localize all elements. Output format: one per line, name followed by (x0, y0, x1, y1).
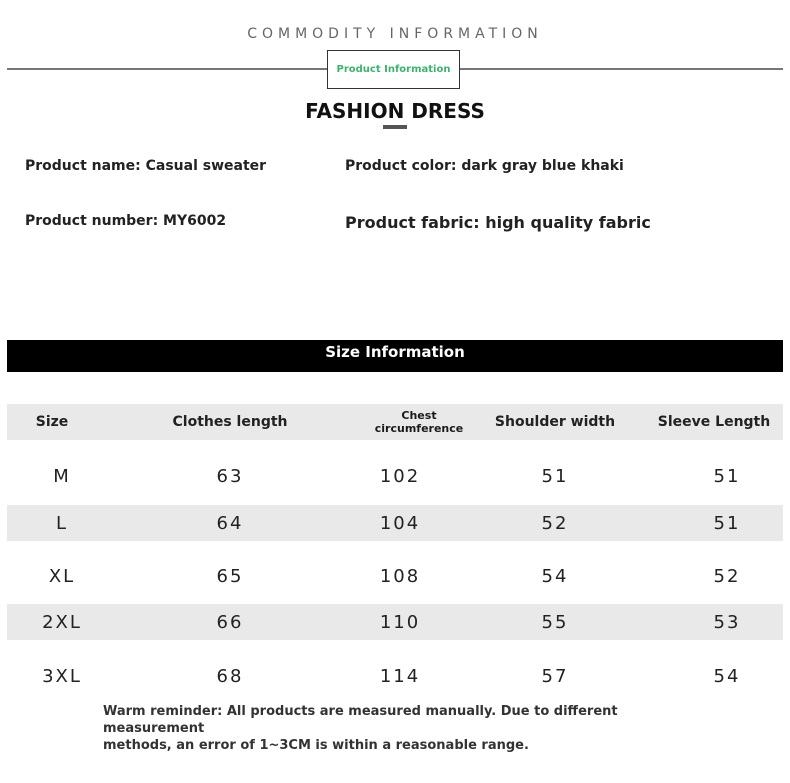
table-row (7, 658, 783, 694)
cell-chest: 108 (379, 565, 421, 587)
product-number: Product number: MY6002 (25, 213, 227, 229)
warm-reminder-line2: methods, an error of 1~3CM is within a reasonable range. (103, 738, 529, 753)
cell-length: 63 (216, 465, 244, 487)
cell-shoulder: 54 (541, 565, 569, 587)
cell-sleeve: 51 (713, 512, 741, 534)
cell-shoulder: 57 (541, 665, 569, 687)
header-size: Size (35, 414, 69, 430)
warm-reminder (103, 703, 723, 754)
table-row (7, 505, 783, 541)
product-color: Product color: dark gray blue khaki (345, 158, 624, 174)
product-fabric: Product fabric: high quality fabric (345, 213, 651, 232)
cell-chest: 114 (379, 665, 421, 687)
page-title: FASHION DRESS (305, 99, 485, 123)
header-sleeve-length: Sleeve Length (657, 414, 771, 430)
header-chest-line1: Chest (401, 409, 437, 422)
size-information-title: Size Information (325, 343, 465, 361)
header-clothes-length: Clothes length (172, 414, 288, 430)
cell-shoulder: 51 (541, 465, 569, 487)
cell-sleeve: 54 (713, 665, 741, 687)
divider-left (7, 68, 327, 70)
warm-reminder-line1: Warm reminder: All products are measured manually. Due to different measurement (103, 704, 618, 736)
cell-length: 68 (216, 665, 244, 687)
table-row (7, 558, 783, 594)
cell-sleeve: 53 (713, 611, 741, 633)
cell-size: XL (48, 565, 76, 587)
table-row (7, 604, 783, 640)
cell-sleeve: 52 (713, 565, 741, 587)
cell-shoulder: 55 (541, 611, 569, 633)
header-shoulder-width: Shoulder width (494, 414, 616, 430)
cell-size: 3XL (42, 665, 82, 687)
cell-length: 65 (216, 565, 244, 587)
cell-chest: 110 (379, 611, 421, 633)
title-underline (383, 125, 407, 129)
product-name: Product name: Casual sweater (25, 158, 267, 174)
table-row (7, 458, 783, 494)
cell-chest: 102 (379, 465, 421, 487)
commodity-information-heading: COMMODITY INFORMATION (247, 26, 543, 42)
size-table-header (7, 404, 783, 440)
cell-length: 66 (216, 611, 244, 633)
size-information-bar (7, 340, 783, 372)
cell-size: 2XL (42, 611, 82, 633)
cell-length: 64 (216, 512, 244, 534)
cell-shoulder: 52 (541, 512, 569, 534)
cell-size: M (53, 465, 71, 487)
product-information-badge: Product Information (327, 50, 460, 89)
cell-size: L (55, 512, 69, 534)
header-chest-line2: circumference (374, 422, 464, 435)
cell-sleeve: 51 (713, 465, 741, 487)
cell-chest: 104 (379, 512, 421, 534)
header-chest-circumference (359, 404, 479, 440)
divider-right (460, 68, 783, 70)
